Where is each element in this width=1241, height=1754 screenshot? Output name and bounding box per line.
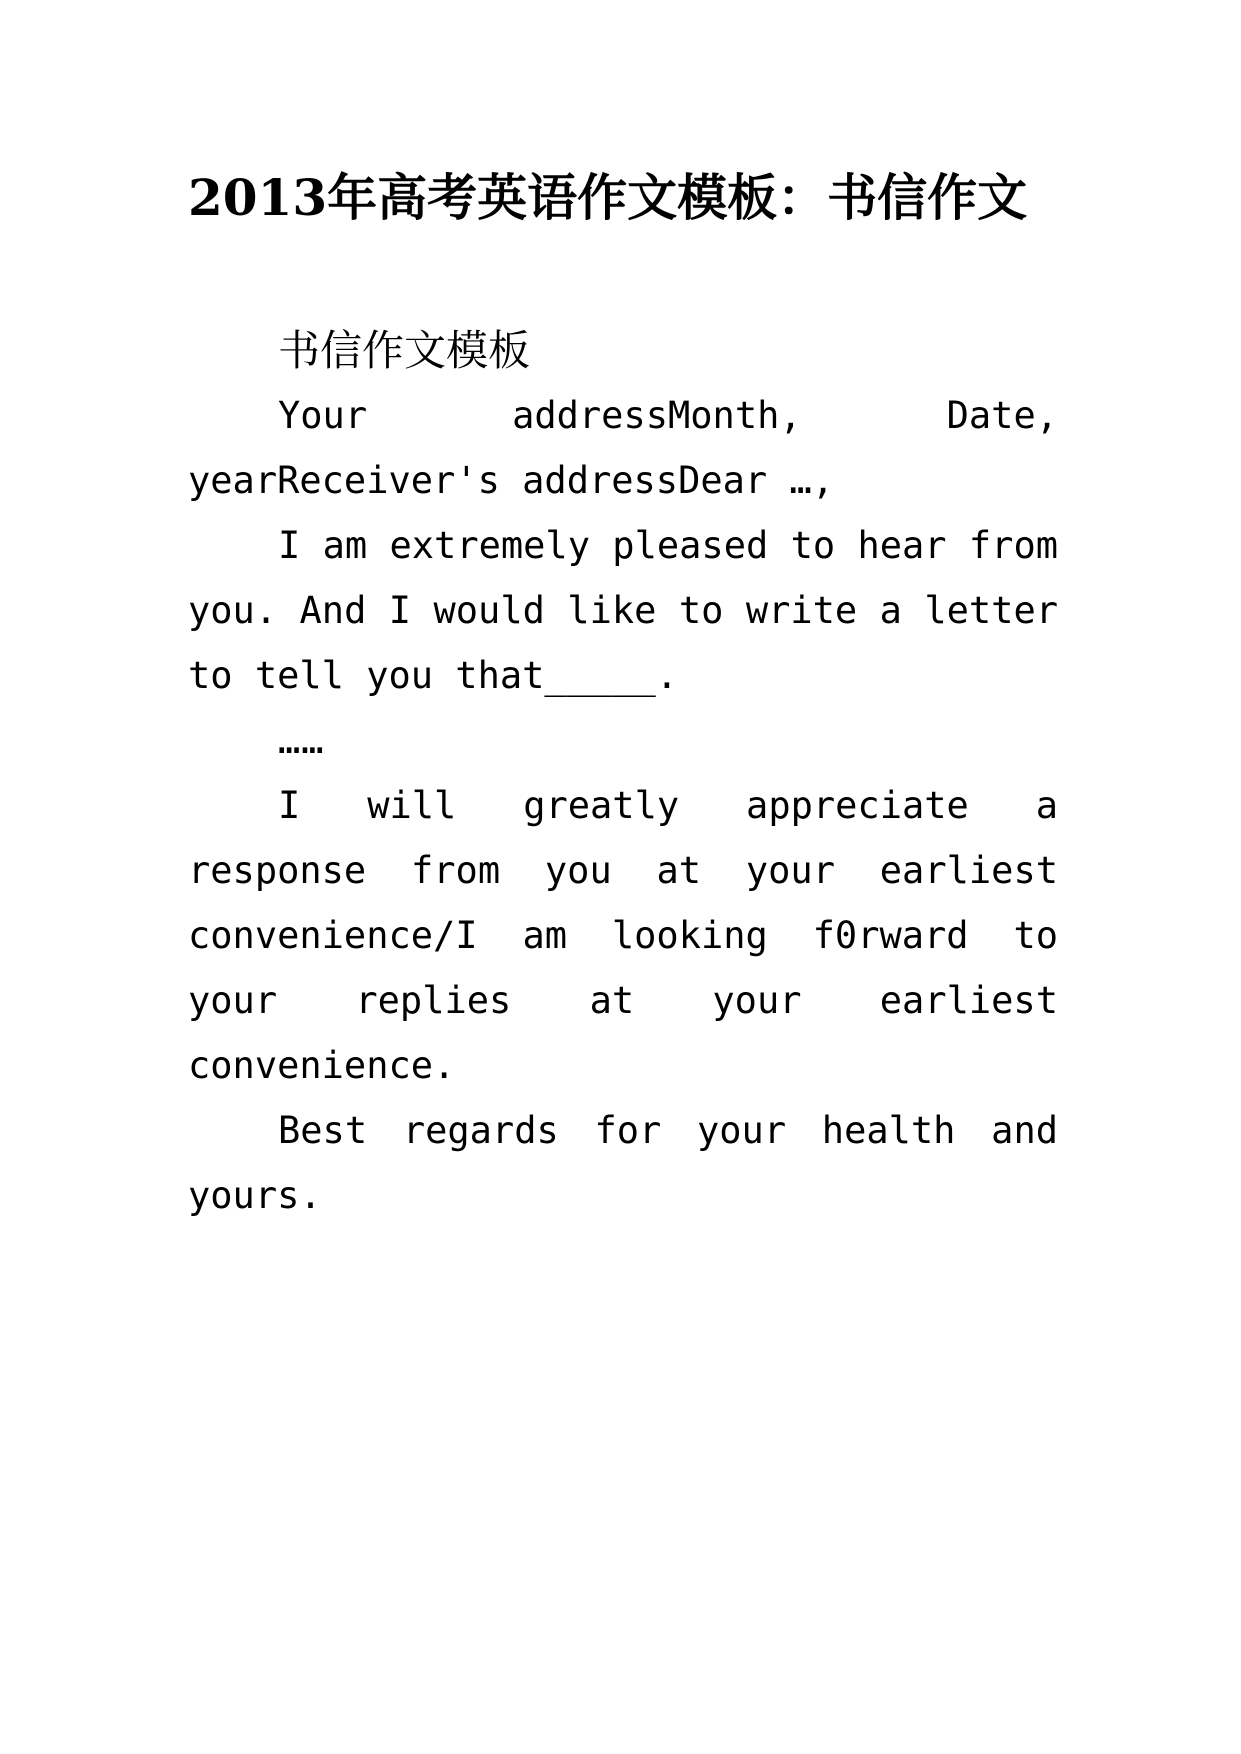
document-title: 2013年高考英语作文模板：书信作文 bbox=[188, 168, 1028, 227]
document-body bbox=[188, 318, 1058, 1228]
letter-header-line: Your addressMonth, Date, yearReceiver's addressDear …, bbox=[188, 394, 1058, 502]
letter-closing-paragraph: I will greatly appreciate a response from you at your earliest convenience/I am looking f0rward to your replies at your earliest convenience. bbox=[188, 784, 1058, 1087]
template-heading: 书信作文模板 bbox=[278, 326, 531, 375]
letter-ellipsis: …… bbox=[278, 719, 325, 762]
letter-opening-paragraph: I am extremely pleased to hear from you. And I would like to write a letter to tell you that_____. bbox=[188, 524, 1058, 697]
letter-regards-line: Best regards for your health and yours. bbox=[188, 1109, 1058, 1217]
